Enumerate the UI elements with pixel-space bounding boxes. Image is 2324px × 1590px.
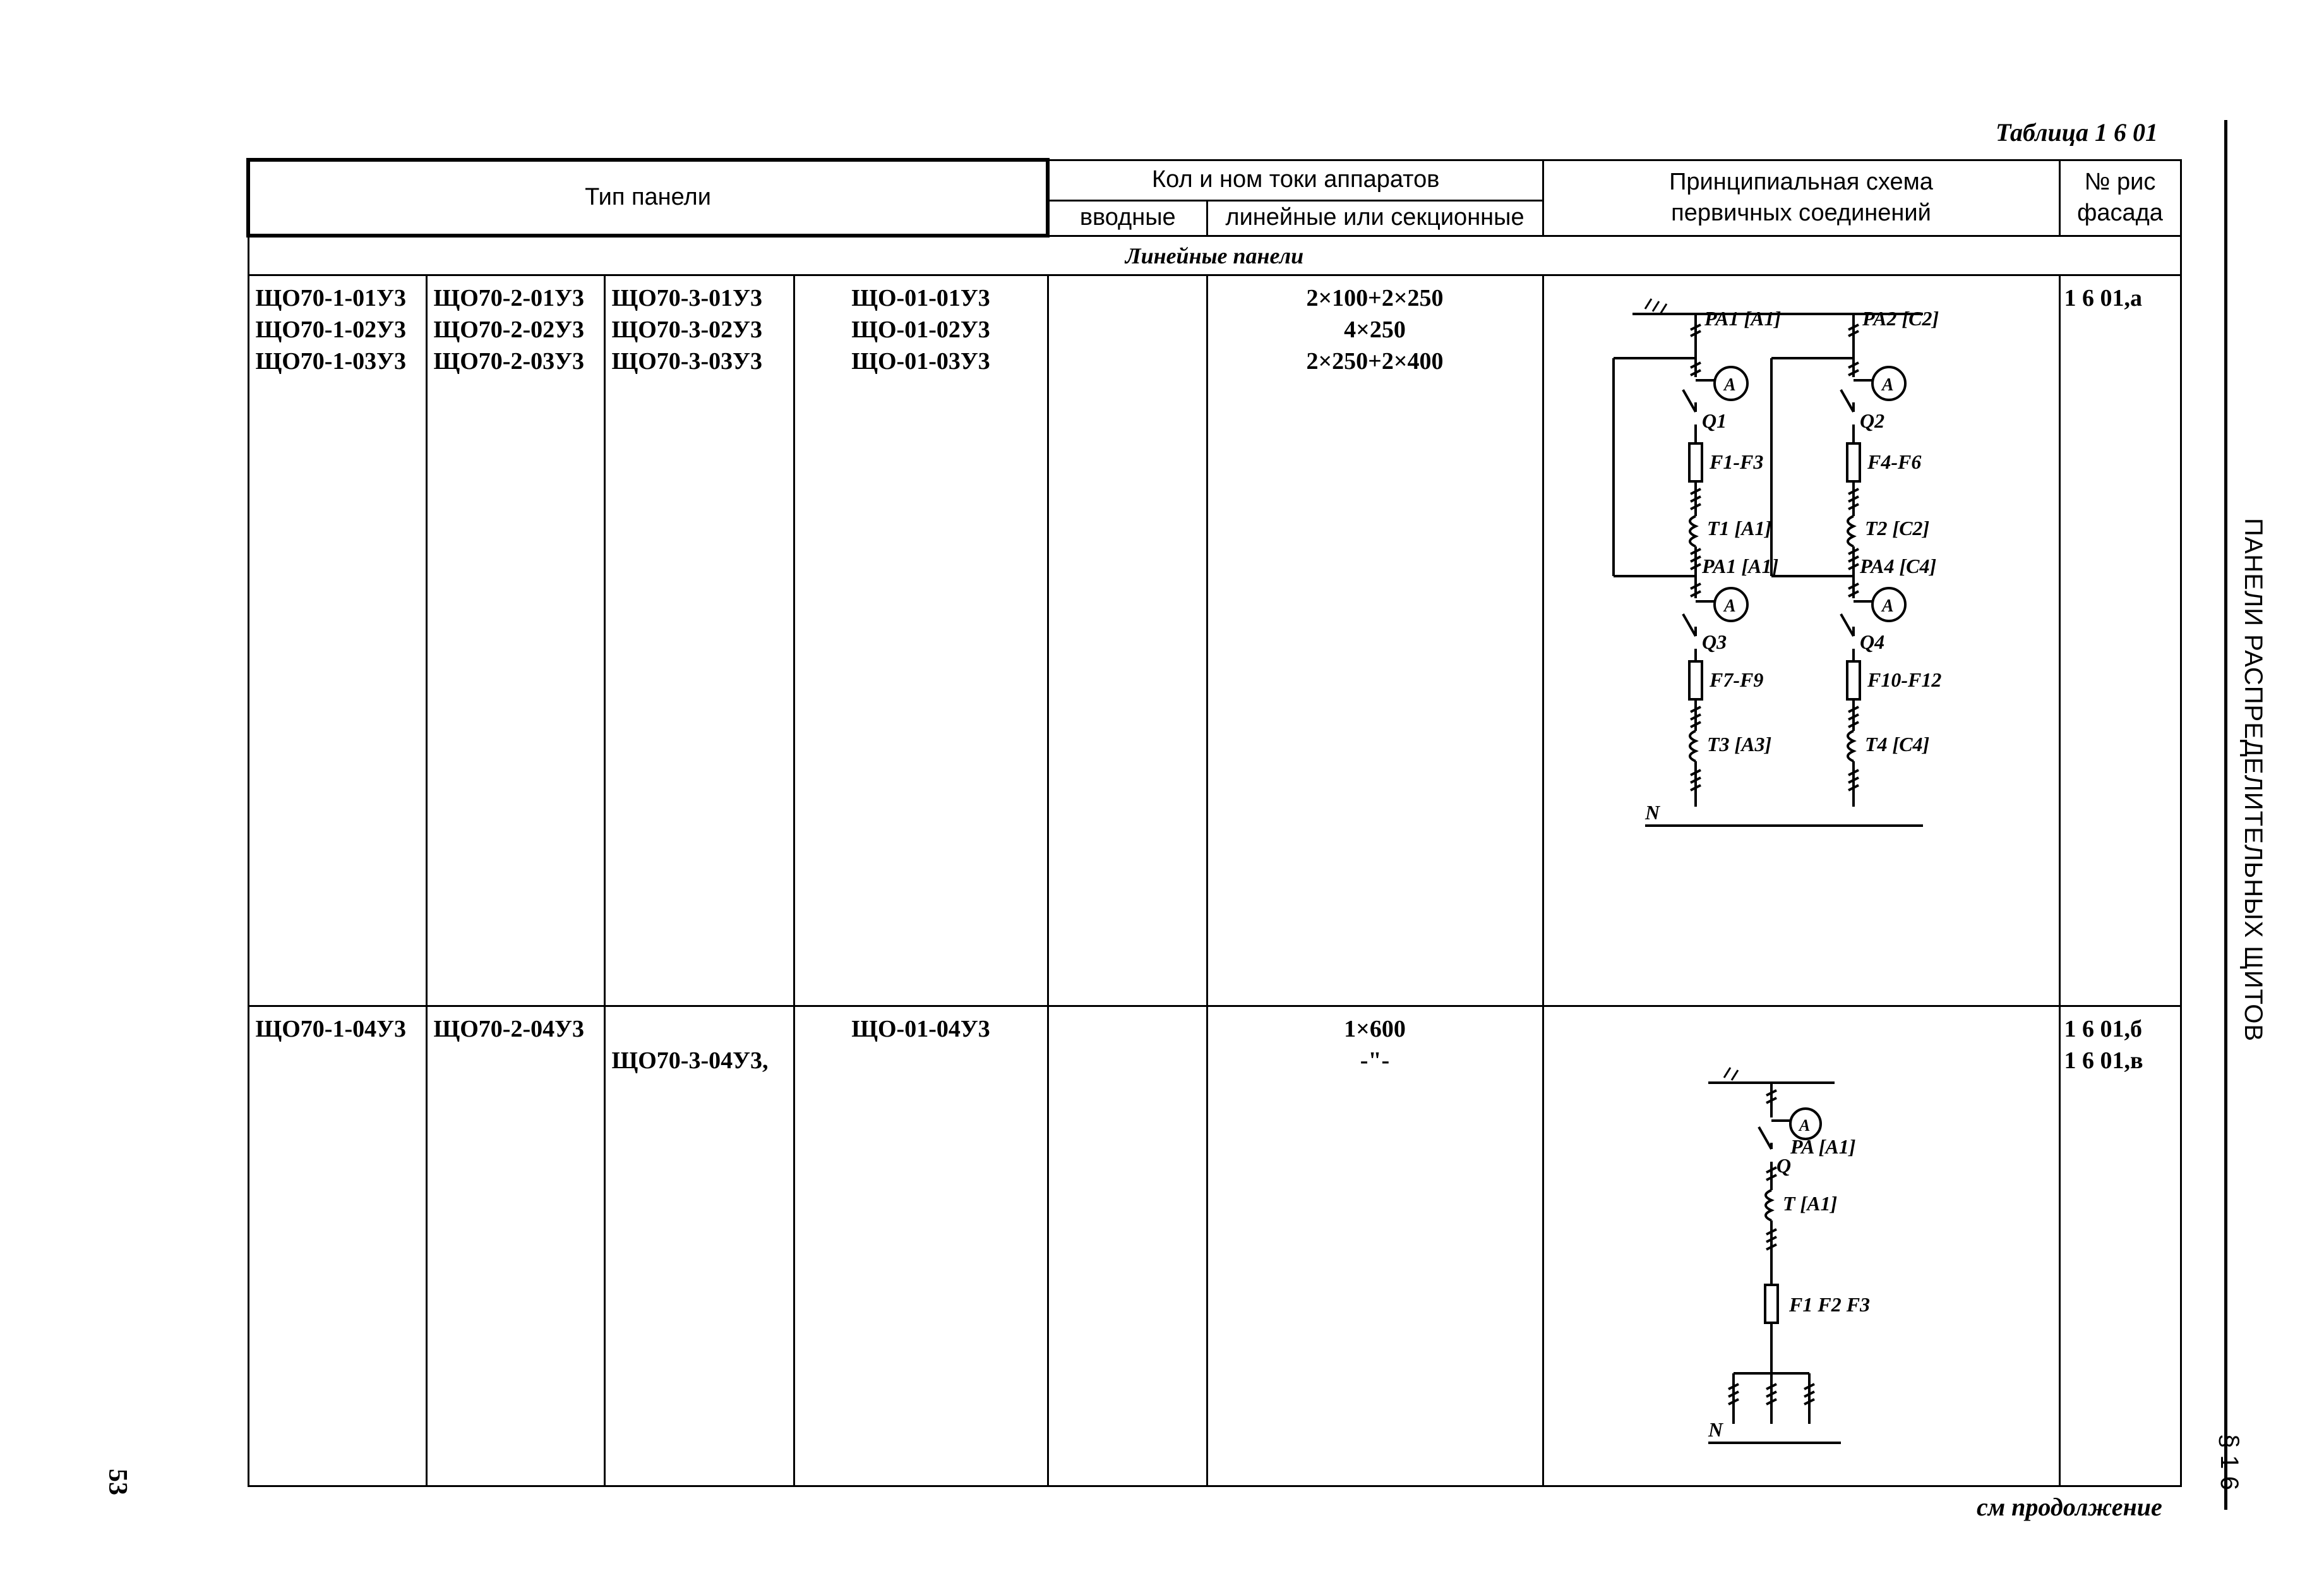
current-value: -"- <box>1360 1047 1390 1074</box>
row1-input <box>1048 275 1207 1006</box>
header-device-currents: Кол и ном токи аппаратов <box>1048 160 1543 200</box>
row1-col1 <box>248 275 426 1006</box>
panel-code: ЩО70-2-01У3 <box>433 284 584 311</box>
current-value: 2×250+2×400 <box>1306 347 1444 375</box>
row2-scheme <box>1543 1006 2059 1486</box>
label-pa3: PA1 [A1] <box>1701 554 1778 577</box>
table-row <box>248 275 2181 1006</box>
label-t4: T4 [C4] <box>1864 732 1929 756</box>
label-pa2: PA2 [C2] <box>1862 306 1939 330</box>
panel-code: ЩО70-3-02У3 <box>611 316 762 343</box>
row1-col3 <box>604 275 794 1006</box>
label-q2: Q2 <box>1859 409 1884 432</box>
panel-code: ЩО70-2-04У3 <box>433 1015 584 1042</box>
row2-col4 <box>794 1006 1048 1486</box>
label-pa4: PA4 [C4] <box>1859 554 1936 577</box>
row2-fig <box>2059 1006 2181 1486</box>
header-panel-type: Тип панели <box>248 160 1048 236</box>
label-q3: Q3 <box>1701 630 1727 653</box>
header-fig-line2: фасада <box>2077 200 2163 226</box>
panel-code: ЩО-01-03У3 <box>851 347 990 375</box>
section-title: Линейные панели <box>248 236 2181 275</box>
panel-code: ЩО70-2-03У3 <box>433 347 584 375</box>
ammeter-label: A <box>1723 375 1736 395</box>
label-f: F1 F2 F3 <box>1788 1292 1870 1316</box>
label-t: T [A1] <box>1782 1191 1837 1215</box>
row2-input <box>1048 1006 1207 1486</box>
header-scheme <box>1543 160 2059 236</box>
row2-col3 <box>604 1006 794 1486</box>
header-fig-line1: № рис <box>2084 168 2156 195</box>
row1-scheme <box>1543 275 2059 1006</box>
current-value: 4×250 <box>1344 316 1406 343</box>
label-q: Q <box>1776 1153 1791 1177</box>
row1-linear <box>1207 275 1543 1006</box>
side-rule <box>2224 120 2227 1510</box>
label-t3: T3 [A3] <box>1706 732 1771 756</box>
label-q1: Q1 <box>1701 409 1727 432</box>
panel-code: ЩО-01-04У3 <box>851 1015 990 1042</box>
row2-col1 <box>248 1006 426 1486</box>
row1-fig <box>2059 275 2181 1006</box>
panel-code: ЩО70-3-04У3, <box>611 1047 769 1074</box>
panel-code: ЩО70-1-03У3 <box>255 347 406 375</box>
section-number: § 1 6 <box>2215 1434 2243 1490</box>
row2-linear <box>1207 1006 1543 1486</box>
header-input: вводные <box>1048 200 1207 236</box>
panel-code: ЩО70-3-01У3 <box>611 284 762 311</box>
panel-code: ЩО70-1-02У3 <box>255 316 406 343</box>
current-value: 1×600 <box>1344 1015 1406 1042</box>
fig-ref: 1 6 01,в <box>2064 1047 2143 1074</box>
label-n: N <box>1644 800 1660 824</box>
ammeter-label: A <box>1881 375 1894 395</box>
label-f3: F7-F9 <box>1709 668 1763 691</box>
fig-ref: 1 6 01,а <box>2064 284 2142 311</box>
row1-col4 <box>794 275 1048 1006</box>
header-scheme-line1: Принципиальная схема <box>1669 168 1933 195</box>
label-pa1: PA1 [A1] <box>1704 306 1781 330</box>
header-scheme-line2: первичных соединений <box>1671 200 1931 226</box>
label-t2: T2 [C2] <box>1864 516 1929 539</box>
table-row <box>248 1006 2181 1486</box>
current-value: 2×100+2×250 <box>1306 284 1444 311</box>
ammeter-label: A <box>1799 1116 1810 1135</box>
panel-code: ЩО70-1-01У3 <box>255 284 406 311</box>
panel-code: ЩО70-2-02У3 <box>433 316 584 343</box>
table-caption: Таблица 1 6 01 <box>1996 118 2158 147</box>
apparatus-table <box>246 158 2182 1487</box>
panel-code: ЩО70-3-03У3 <box>611 347 762 375</box>
row2-col2 <box>426 1006 604 1486</box>
header-linear: линейные или секционные <box>1207 200 1543 236</box>
ammeter-label: A <box>1723 596 1736 616</box>
panel-code: ЩО-01-02У3 <box>851 316 990 343</box>
label-f2: F4-F6 <box>1867 450 1921 473</box>
label-pa: PA [A1] <box>1790 1135 1855 1158</box>
label-f4: F10-F12 <box>1867 668 1941 691</box>
header-fig <box>2059 160 2181 236</box>
panel-code: ЩО70-1-04У3 <box>255 1015 406 1042</box>
scheme-diagram-1 <box>1544 276 2057 1003</box>
scheme-diagram-2 <box>1544 1007 2057 1481</box>
label-f1: F1-F3 <box>1709 450 1763 473</box>
row1-col2 <box>426 275 604 1006</box>
panel-code: ЩО-01-01У3 <box>851 284 990 311</box>
label-t1: T1 [A1] <box>1706 516 1771 539</box>
side-title: ПАНЕЛИ РАСПРЕДЕЛИТЕЛЬНЫХ ЩИТОВ <box>2239 518 2267 1042</box>
fig-ref: 1 6 01,б <box>2064 1015 2142 1042</box>
label-n: N <box>1708 1418 1723 1441</box>
footer-note: см продолжение <box>1977 1493 2162 1521</box>
ammeter-label: A <box>1881 596 1894 616</box>
page-number: 53 <box>103 1469 132 1495</box>
label-q4: Q4 <box>1859 630 1884 653</box>
